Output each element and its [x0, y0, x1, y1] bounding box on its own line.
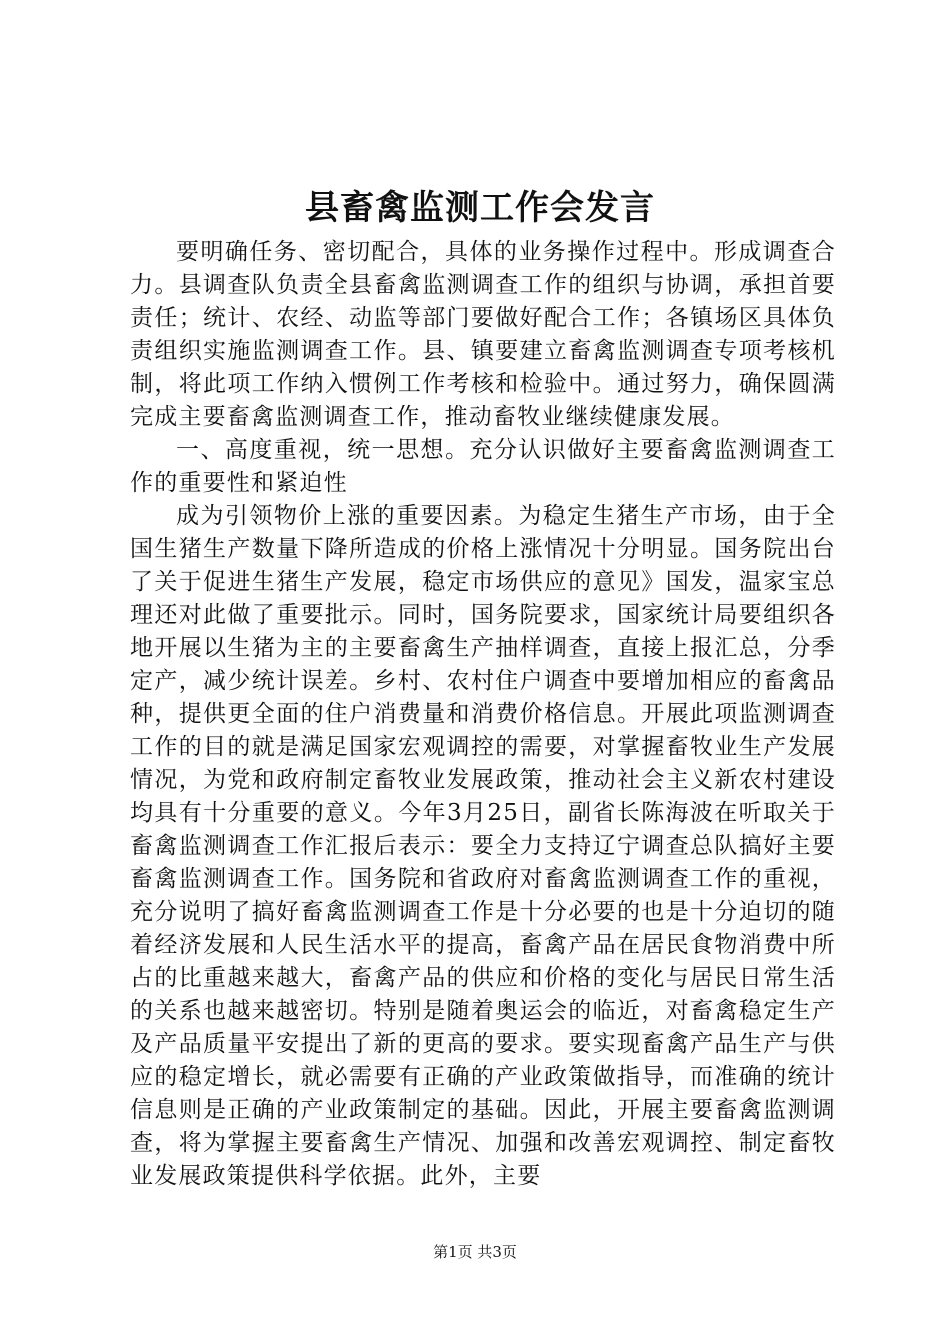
paragraph-importance: 成为引领物价上涨的重要因素。为稳定生猪生产市场，由于全国生猪生产数量下降所造成的价格上涨情况十分明显。国务院出台了关于促进生猪生产发展，稳定市场供应的意见》国发，温家宝总理还对此做了重要批示。同时，国务院要求，国家统计局要组织各地开展以生猪为主的主要畜禽生产抽样调查，直接上报汇总，分季定产，减少统计误差。乡村、农村住户调查中要增加相应的畜禽品种，提供更全面的住户消费量和消费价格信息。开展此项监测调查工作的目的就是满足国家宏观调控的需要，对掌握畜牧业生产发展情况，为党和政府制定畜牧业发展政策，推动社会主义新农村建设均具有十分重要的意义。今年3月25日，副省长陈海波在听取关于畜禽监测调查工作汇报后表示：要全力支持辽宁调查总队搞好主要畜禽监测调查工作。国务院和省政府对畜禽监测调查工作的重视，充分说明了搞好畜禽监测调查工作是十分必要的也是十分迫切的随着经济发展和人民生活水平的提高，畜禽产品在居民食物消费中所占的比重越来越大，畜禽产品的供应和价格的变化与居民日常生活的关系也越来越密切。特别是随着奥运会的临近，对畜禽稳定生产及产品质量平安提出了新的更高的要求。要实现畜禽产品生产与供应的稳定增长，就必需要有正确的产业政策做指导，而准确的统计信息则是正确的产业政策制定的基础。因此，开展主要畜禽监测调查，将为掌握主要畜禽生产情况、加强和改善宏观调控、制定畜牧业发展政策提供科学依据。此外，主要 — [130, 503, 836, 1189]
section-heading-1: 一、高度重视，统一思想。充分认识做好主要畜禽监测调查工作的重要性和紧迫性 — [130, 437, 836, 496]
document-title: 县畜禽监测工作会发言 — [305, 188, 655, 228]
paragraph-task-coordination: 要明确任务、密切配合，具体的业务操作过程中。形成调查合力。县调查队负责全县畜禽监测调查工作的组织与协调，承担首要责任；统计、农经、动监等部门要做好配合工作；各镇场区具体负责组织实施监测调查工作。县、镇要建立畜禽监测调查专项考核机制，将此项工作纳入惯例工作考核和检验中。通过努力，确保圆满完成主要畜禽监测调查工作，推动畜牧业继续健康发展。 — [130, 239, 836, 430]
page-footer: 第1页 共3页 — [433, 1243, 517, 1261]
document-body — [130, 236, 836, 1193]
